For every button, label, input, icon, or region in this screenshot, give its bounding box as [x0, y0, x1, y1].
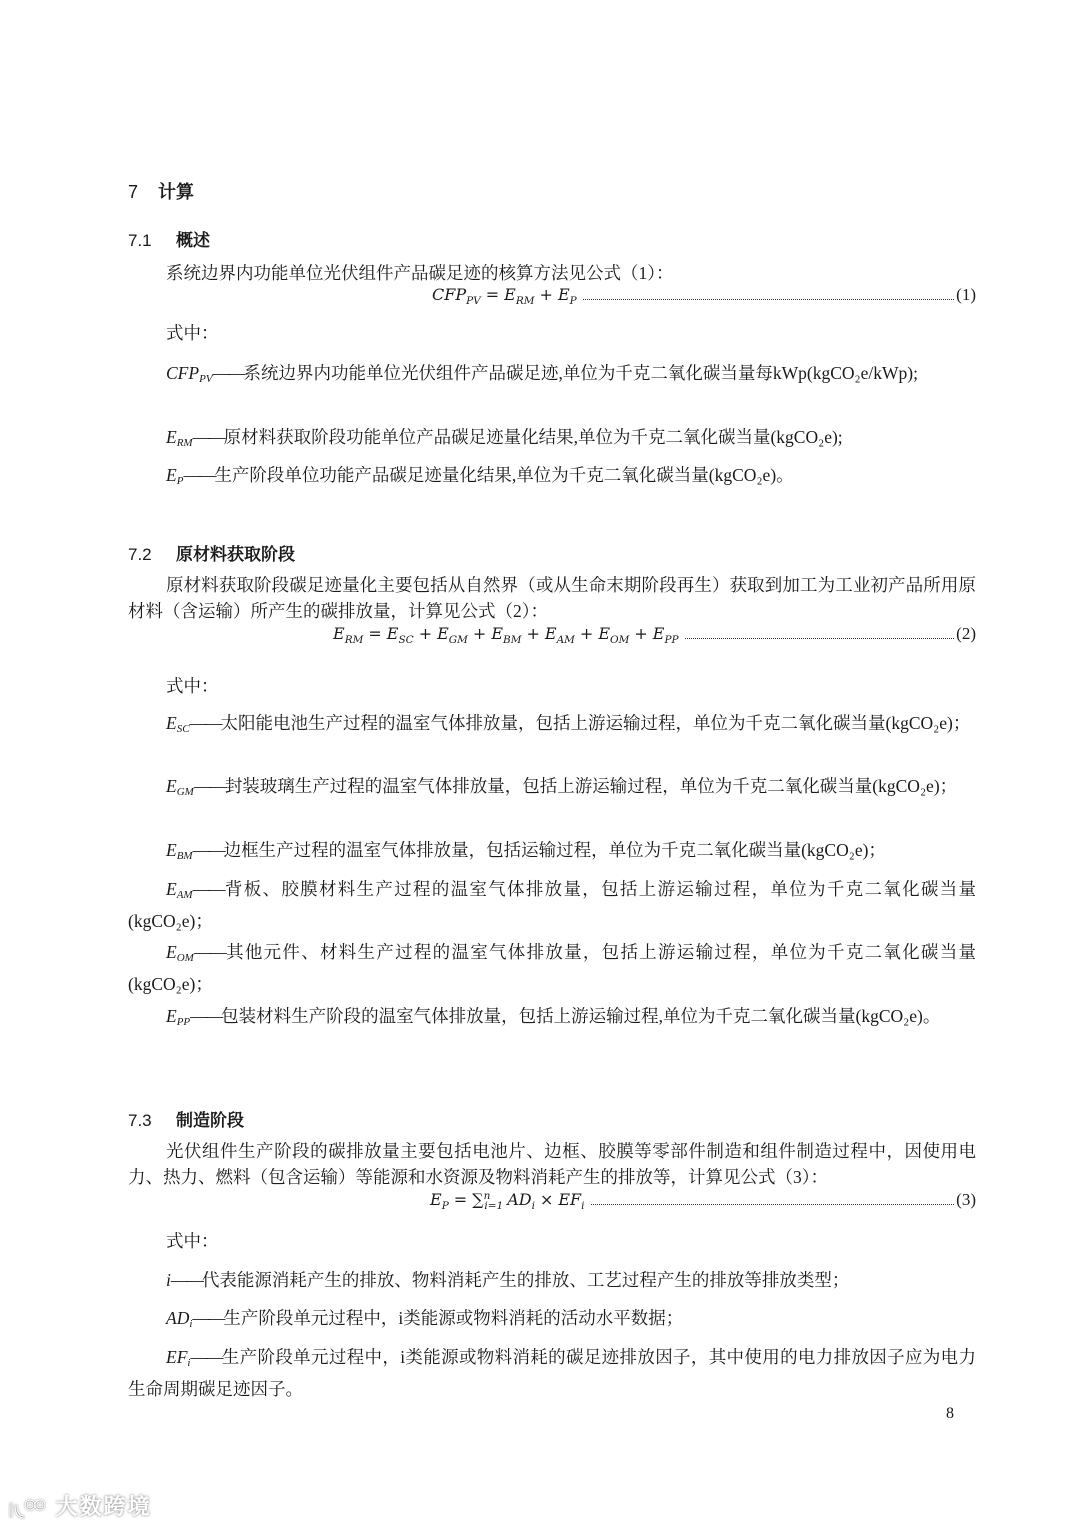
- definition-e-om: $E_{OM}——$其他元件、材料生产过程的温室气体排放量，包括上游运输过程，单位为千克二氧化碳当量(kgCO₂e)；: [128, 942, 976, 994]
- where-label: 式中：: [166, 323, 219, 343]
- equation-number: (1): [956, 285, 976, 304]
- section-number: 7: [128, 182, 139, 202]
- section-title: 制造阶段: [176, 1111, 244, 1130]
- equation-number: (2): [956, 624, 976, 643]
- definition-e-p: $E_P——$生产阶段单位功能产品碳足迹量化结果,单位为千克二氧化碳当量(kgCO₂e)。: [166, 465, 794, 487]
- definition-e-rm: $E_{RM}——$原材料获取阶段功能单位产品碳足迹量化结果,单位为千克二氧化碳当量(kgCO₂e);: [166, 427, 843, 449]
- equation-number: (3): [956, 1190, 976, 1209]
- leader-dots: [583, 298, 954, 300]
- 1100-logo-icon: [8, 1497, 46, 1519]
- definition-e-gm: $E_{GM}——$封装玻璃生产过程的温室气体排放量，包括上游运输过程，单位为千克二氧化碳当量(kgCO₂e)；: [166, 776, 958, 798]
- definition-e-am: $E_{AM}——$背板、胶膜材料生产过程的温室气体排放量，包括上游运输过程，单位为千克二氧化碳当量(kgCO₂e)；: [128, 879, 976, 931]
- watermark: [8, 1490, 152, 1521]
- section-title: 原材料获取阶段: [176, 545, 295, 564]
- formula-1: $CFP_{PV}$ = $E_{RM}$ + $E_P$ (1): [432, 285, 976, 307]
- definition-e-pp: $E_{PP}——$包装材料生产阶段的温室气体排放量，包括上游运输过程,单位为千克二氧化碳当量(kgCO₂e)。: [166, 1006, 941, 1028]
- intro-paragraph-7-2: 原材料获取阶段碳足迹量化主要包括从自然界（或从生命末期阶段再生）获取到加工为工业初产品所用原材料（含运输）所产生的碳排放量，计算见公式（2）：: [128, 575, 976, 621]
- formula-lhs: $CFP_{PV}$: [432, 285, 481, 307]
- definition-e-bm: $E_{BM}——$边框生产过程的温室气体排放量，包括运输过程，单位为千克二氧化碳当量(kgCO₂e)；: [166, 840, 886, 862]
- section-number: 7.2: [128, 545, 152, 564]
- formula-3: $E_P$ = ∑$^n_{i=1}$ $AD_i$ × $EF_i$ (3): [430, 1190, 976, 1212]
- heading-section-7-3: [128, 1106, 244, 1131]
- formula-2: $E_{RM}$ = $E_{SC}$ + $E_{GM}$ + $E_{BM}$ + $E_{AM}$ + $E_{OM}$ + $E_{PP}$ (2): [333, 624, 976, 646]
- page-number: 8: [946, 1405, 954, 1422]
- section-title: 概述: [176, 231, 210, 250]
- definition-ef-i: $EF_i——$生产阶段单元过程中，i类能源或物料消耗的碳足迹排放因子，其中使用的电力排放因子应为电力生命周期碳足迹因子。: [128, 1347, 976, 1399]
- section-number: 7.3: [128, 1111, 152, 1130]
- heading-section-7-1: [128, 226, 210, 251]
- summation-symbol: ∑$^n_{i=1}$: [472, 1190, 504, 1212]
- intro-paragraph-7-3: 光伏组件生产阶段的碳排放量主要包括电池片、边框、胶膜等零部件制造和组件制造过程中，因使用电力、热力、燃料（包含运输）等能源和水资源及物料消耗产生的排放等，计算见公式（3）：: [128, 1141, 976, 1187]
- definition-e-sc: $E_{SC}——$太阳能电池生产过程的温室气体排放量，包括上游运输过程，单位为千克二氧化碳当量(kgCO₂e)；: [166, 713, 971, 735]
- leader-dots: [591, 1203, 955, 1205]
- intro-paragraph-7-1: 系统边界内功能单位光伏组件产品碳足迹的核算方法见公式（1）：: [166, 263, 674, 283]
- heading-section-7: [128, 178, 194, 204]
- leader-dots: [685, 637, 955, 639]
- where-label: 式中：: [166, 676, 219, 696]
- definition-cfp-pv: $CFP_{PV}——$系统边界内功能单位光伏组件产品碳足迹,单位为千克二氧化碳当量每kWp(kgCO₂e/kWp);: [166, 363, 918, 385]
- where-label: 式中：: [166, 1231, 219, 1251]
- definition-i: i——代表能源消耗产生的排放、物料消耗产生的排放、工艺过程产生的排放等排放类型；: [166, 1270, 850, 1290]
- section-title: 计算: [158, 182, 194, 202]
- definition-ad-i: $AD_i——$生产阶段单元过程中，i类能源或物料消耗的活动水平数据；: [166, 1308, 684, 1330]
- heading-section-7-2: [128, 540, 295, 565]
- watermark-text: 大数跨境: [55, 1495, 152, 1520]
- section-number: 7.1: [128, 231, 152, 250]
